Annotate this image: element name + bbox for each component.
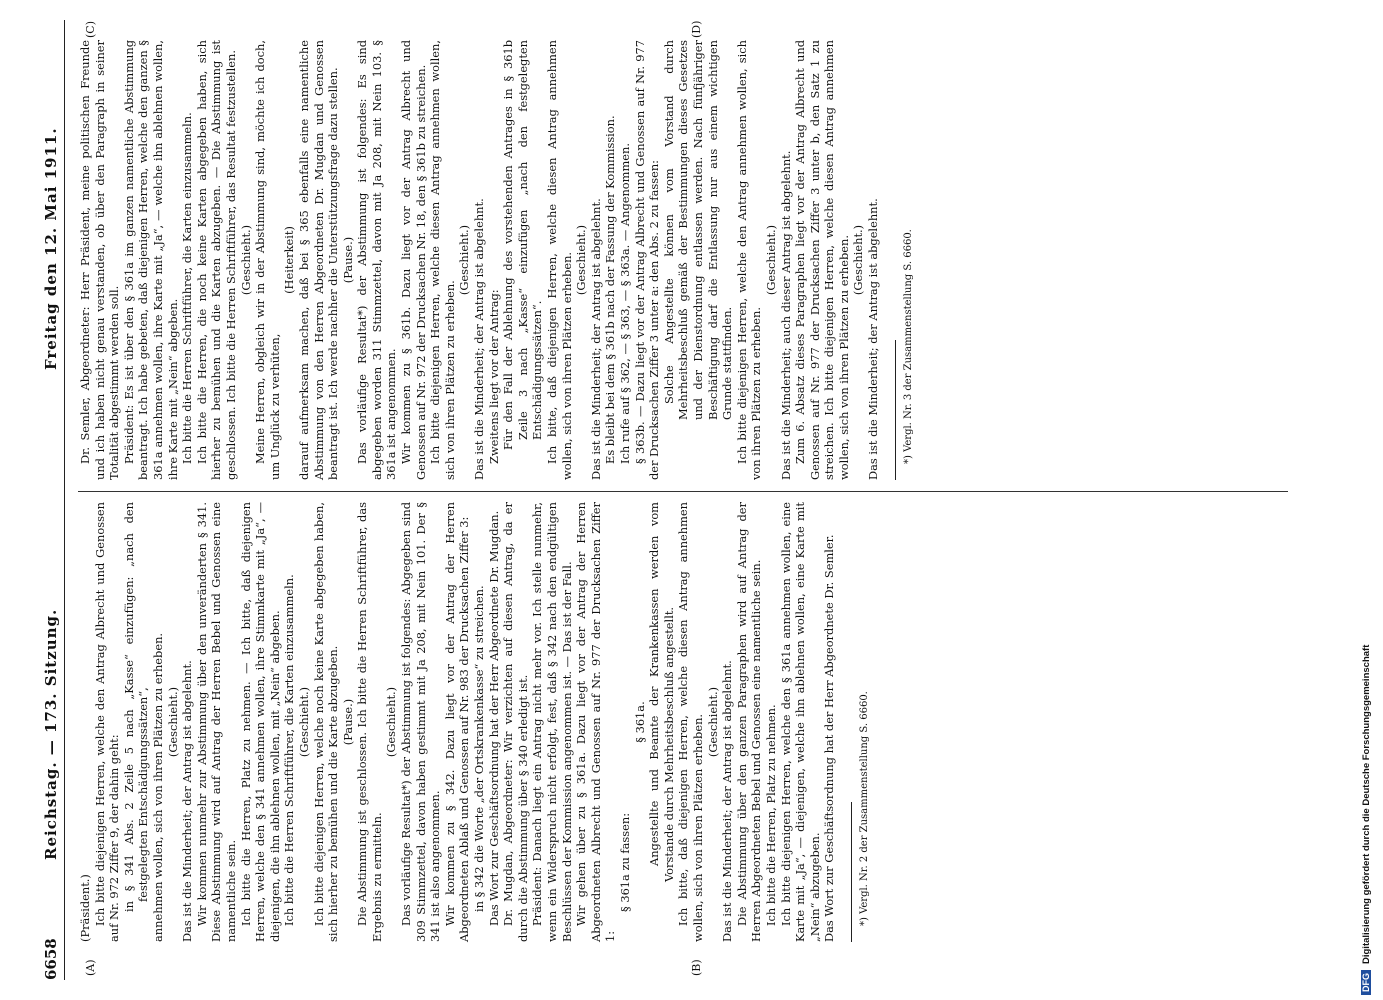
paragraph: Ich bitte diejenigen Herren, welche den Antrag annehmen wollen, sich von ihren Plätzen zu erheben. [734, 40, 764, 480]
digitization-credit-text-wrap [1361, 5, 1379, 995]
footnote-rule [895, 340, 896, 480]
paragraph: Ich bitte die Herren, Platz zu nehmen. [763, 704, 778, 926]
stage-direction: (Geschieht.) [705, 686, 720, 758]
paragraph: Zum 6. Absatz dieses Paragraphen liegt vor der Antrag Albrecht und Genossen auf Nr. 977 der Drucksachen Ziffer 3 unter b, den Satz 1 zu streichen. Ich bitte diejenigen Herren, welche diesen Antrag annehmen wollen, sich von ihren Plätzen zu erheben. [793, 40, 851, 480]
quoted-amendment: in § 341 Abs. 2 Zeile 5 nach „Kasse“ einzufügen: „nach den festgelegten Entschädigungssätzen“, [121, 502, 151, 912]
paragraph: Ich rufe auf § 362, — § 363, — § 363a. — Angenommen. [617, 143, 632, 464]
paragraph: Präsident: Es ist über den § 361a im ganzen namentliche Abstimmung beantragt. Ich habe gebeten, daß diejenigen Herren, welche den ganzen § 361a annehmen wollen, ihre Karte mit „Ja“, — welche ihn ablehnen wollen, ihre Karte mit „Nein“ abgeben. [121, 40, 180, 480]
paragraph: Präsident: Danach liegt ein Antrag nicht mehr vor. Ich stelle nunmehr, wenn ein Widerspruch nicht erfolgt, fest, daß § 342 nach den endgültigen Beschlüssen der Kommission angenommen ist. — Das ist der Fall. [530, 502, 574, 942]
paragraph: Ich bitte die Herren, Platz zu nehmen. — Ich bitte, daß diejenigen Herren, welche den § 341 annehmen wollen, ihre Stimmkarte mit „Ja“, — diejenigen, die ihn ablehnen wollen, mit „Nein“ abgeben. [238, 502, 282, 942]
quoted-amendment: Solche Angestellte können vom Vorstand durch Mehrheitsbeschluß gemäß der Bestimmungen dieses Gesetzes und der Dienstordnung entlassen werden. Nach fünfjähriger Beschäftigung darf die Entlassung nur aus einem wichtigen Grunde stattfinden. [661, 40, 735, 420]
paragraph: Ich bitte die Herren Schriftführer, die Karten einzusammeln. [282, 574, 297, 926]
quoted-amendment: § 361a zu fassen: [617, 812, 632, 912]
paragraph: Ich bitte, daß diejenigen Herren, welche diesen Antrag annehmen wollen, sich von ihren Plätzen erheben. [676, 502, 705, 942]
paragraph: Ich bitte diejenigen Herren, welche noch keine Karte abgegeben haben, sich hierher zu bemühen und die Karte abzugeben. [311, 502, 341, 942]
stage-direction: (Geschieht.) [574, 224, 589, 296]
paragraph: Das vorläufige Resultat*) der Abstimmung ist folgendes: Es sind abgegeben worden 311 Stimmzettel, davon mit Ja 208, mit Nein 103. § 361a ist angenommen. [355, 40, 399, 480]
stage-direction: (Pause.) [340, 236, 355, 284]
paragraph: Das Wort zur Geschäftsordnung hat der Herr Abgeordnete Dr. Mugdan. [486, 510, 501, 926]
stage-direction: (Geschieht.) [384, 686, 399, 758]
page-header [38, 20, 65, 980]
paragraph: Dr. Semler, Abgeordneter: Herr Präsident, meine politischen Freunde und ich haben nicht genau verstanden, ob über den Paragraph in seiner Totalität abgestimmt werden soll. [78, 40, 122, 480]
column-divider [78, 491, 1288, 492]
paragraph: Das Wort zur Geschäftsordnung hat der Herr Abgeordnete Dr. Semler. [822, 534, 837, 942]
paragraph: § 363b. — Dazu liegt vor der Antrag Albrecht und Genossen auf Nr. 977 der Drucksachen Ziffer 3 unter a: den Abs. 2 zu fassen: [632, 40, 662, 480]
quoted-amendment: Angestellte und Beamte der Krankenkassen werden vom Vorstande durch Mehrheitsbeschluß angestellt. [647, 502, 676, 882]
footnote-rule [851, 802, 852, 942]
footnote: *) Vergl. Nr. 3 der Zusammenstellung S. 6660. [902, 229, 914, 464]
section-heading: § 361a. [632, 701, 647, 743]
paragraph: Ich bitte die Herren Schriftführer, die Karten einzusammeln. [180, 112, 195, 464]
footnote: *) Vergl. Nr. 2 der Zusammenstellung S. 6660. [858, 691, 870, 926]
paragraph: Das ist die Minderheit; der Antrag ist abgelehnt. [720, 660, 735, 942]
stage-direction: (Geschieht.) [457, 224, 472, 296]
stage-direction: (Geschieht.) [763, 224, 778, 296]
paragraph: Das ist die Minderheit; der Antrag ist abgelehnt. [180, 660, 195, 942]
dfg-logo: DFG [1361, 970, 1371, 995]
paragraph: Wir kommen zu § 361b. Dazu liegt vor der Antrag Albrecht und Genossen auf Nr. 972 der Drucksachen Nr. 18, den § 361b zu streichen. [399, 40, 428, 480]
stage-direction: (Pause.) [340, 698, 355, 746]
margin-letter-a: (A) [84, 959, 97, 976]
paragraph: Das ist die Minderheit; der Antrag ist abgelehnt. [866, 198, 881, 480]
stage-direction: (Geschieht.) [238, 224, 253, 296]
paragraph: Ich bitte diejenigen Herren, welche diesen Antrag annehmen wollen, sich von ihren Plätzen zu erheben. [428, 40, 457, 480]
stage-direction: (Geschieht.) [165, 686, 180, 758]
paragraph: Ich bitte die Herren, die noch keine Karten abgegeben haben, sich hierher zu bemühen und die Karten abzugeben. — Die Abstimmung ist geschlossen. Ich bitte die Herren Schriftführer, das Resultat festzustellen. [194, 40, 238, 480]
paragraph: Zweitens liegt vor der Antrag: [486, 289, 501, 464]
paragraph: Das vorläufige Resultat*) der Abstimmung ist folgendes: Abgegeben sind 309 Stimmzettel, davon haben gestimmt mit Ja 208, mit Nein 101. Der § 341 ist also angenommen. [399, 502, 443, 942]
paragraph: Das ist die Minderheit; der Antrag ist abgelehnt. [588, 198, 603, 480]
stage-direction: (Heiterkeit) [282, 226, 297, 294]
paragraph: Das ist die Minderheit; der Antrag ist abgelehnt. [472, 198, 487, 480]
margin-letter-b: (B) [690, 959, 703, 976]
stage-direction: (Geschieht.) [851, 224, 866, 296]
margin-letter-d: (D) [690, 20, 703, 38]
paragraph: Die Abstimmung ist geschlossen. Ich bitte die Herren Schriftführer, das Ergebnis zu ermitteln. [355, 502, 384, 942]
margin-letter-c: (C) [84, 21, 97, 38]
paragraph: Ich bitte diejenigen Herren, welche den Antrag Albrecht und Genossen auf Nr. 972 Ziffer 9, der dahin geht: [92, 502, 122, 942]
digitization-credit [1357, 0, 1383, 1000]
paragraph: Die Abstimmung über den ganzen Paragraphen wird auf Antrag der Herren Abgeordneten Bebel und Genossen eine namentliche sein. [734, 502, 764, 942]
page-number: 6658 [42, 938, 60, 980]
left-column [78, 502, 872, 942]
paragraph: Das ist die Minderheit; auch dieser Antrag ist abgelehnt. [778, 150, 793, 480]
header-left-title: Reichstag. — 173. Sitzung. [42, 608, 60, 860]
paragraph: annehmen wollen, sich von ihren Plätzen zu erheben. [150, 632, 165, 942]
paragraph: darauf aufmerksam machen, daß bei § 365 ebenfalls eine namentliche Abstimmung von den Herren Abgeordneten Dr. Mugdan und Genossen beantragt ist. Ich werde nachher die Unterstützungsfrage dazu stellen. [296, 40, 341, 480]
right-column [78, 40, 916, 480]
header-right-title: Freitag den 12. Mai 1911. [42, 127, 60, 370]
paragraph: Wir gehen über zu § 361a. Dazu liegt vor der Antrag der Herren Abgeordneten Albrecht und Genossen auf Nr. 977 der Drucksachen Ziffer 1: [574, 502, 618, 942]
quoted-amendment: in § 342 die Worte „der Ortskrankenkasse“ zu streichen. [472, 585, 487, 912]
paragraph: Es bleibt bei dem § 361b nach der Fassung der Kommission. [603, 115, 618, 464]
paragraph: Wir kommen nunmehr zur Abstimmung über den unveränderten § 341. Diese Abstimmung wird auf Antrag der Herren Bebel und Genossen eine namentliche sein. [194, 502, 238, 942]
paragraph: (Präsident.) [78, 874, 92, 942]
paragraph: Ich bitte, daß diejenigen Herren, welche diesen Antrag annehmen wollen, sich von ihren Plätzen erheben. [545, 40, 574, 480]
paragraph: Dr. Mugdan, Abgeordneter: Wir verzichten auf diesen Antrag, da er durch die Abstimmung über § 340 erledigt ist. [501, 502, 530, 942]
quoted-amendment: Für den Fall der Ablehnung des vorstehenden Antrages in § 361b Zeile 3 nach „Kasse“ einzufügen „nach den festgelegten Entschädigungssätzen“. [501, 40, 545, 450]
paragraph: Ich bitte diejenigen Herren, welche den § 361a annehmen wollen, eine Karte mit „Ja“, — diejenigen, welche ihn ablehnen wollen, eine Karte mit „Nein“ abzugeben. [778, 502, 822, 942]
digitization-credit-text: Digitalisierung gefördert durch die Deutsche Forschungsgemeinschaft [1361, 644, 1372, 964]
paragraph: Wir kommen zu § 342. Dazu liegt vor der Antrag der Herren Abgeordneten Ablaß und Genossen auf Nr. 983 der Drucksachen Ziffer 3: [442, 502, 472, 942]
stage-direction: (Geschieht.) [296, 686, 311, 758]
paragraph: Meine Herren, obgleich wir in der Abstimmung sind, möchte ich doch, um Unglück zu verhüten, [253, 40, 282, 480]
